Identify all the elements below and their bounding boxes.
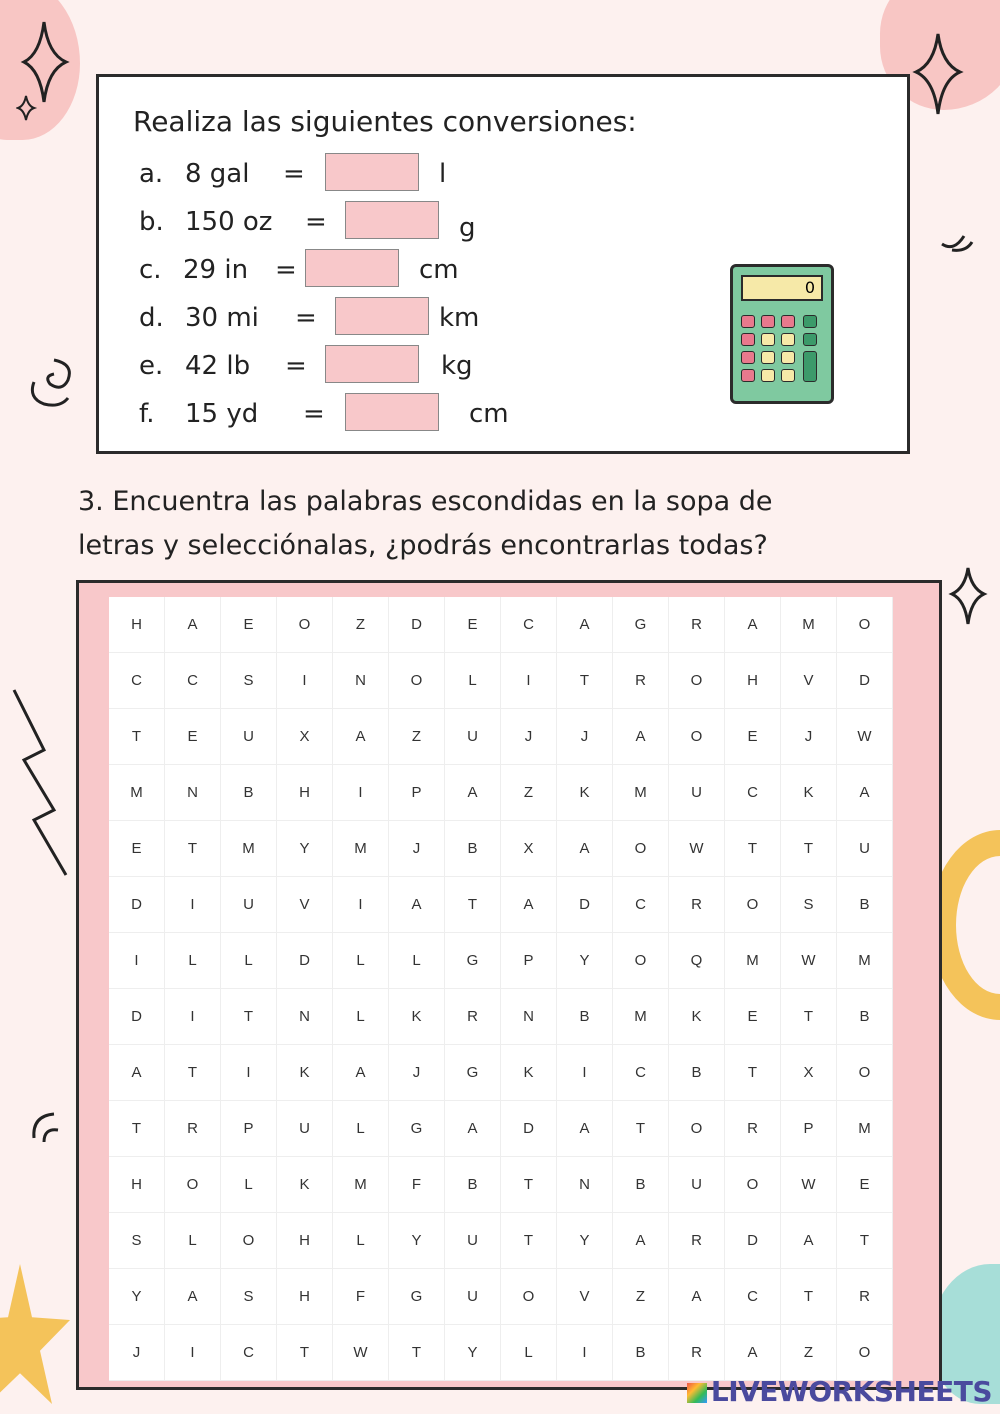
- letter-cell[interactable]: R: [837, 1269, 893, 1325]
- calculator-key: [781, 315, 795, 328]
- letter-cell[interactable]: A: [333, 709, 389, 765]
- letter-cell[interactable]: J: [501, 709, 557, 765]
- letter-cell[interactable]: O: [837, 1325, 893, 1381]
- letter-cell[interactable]: C: [613, 1045, 669, 1101]
- letter-cell[interactable]: O: [165, 1157, 221, 1213]
- letter-cell[interactable]: U: [669, 765, 725, 821]
- letter-cell[interactable]: B: [613, 1325, 669, 1381]
- calculator-key: [761, 333, 775, 346]
- letter-cell[interactable]: A: [613, 709, 669, 765]
- row-unit: l: [439, 159, 447, 189]
- letter-cell[interactable]: T: [725, 1045, 781, 1101]
- letter-cell[interactable]: P: [501, 933, 557, 989]
- row-unit: kg: [441, 351, 473, 381]
- letter-cell[interactable]: A: [389, 877, 445, 933]
- yellow-star-decoration: [0, 1264, 70, 1404]
- letter-cell[interactable]: U: [445, 1269, 501, 1325]
- letter-cell[interactable]: Y: [557, 1213, 613, 1269]
- answer-input[interactable]: [345, 201, 439, 239]
- letter-cell[interactable]: O: [221, 1213, 277, 1269]
- equals-sign: =: [285, 351, 307, 381]
- letter-cell[interactable]: C: [221, 1325, 277, 1381]
- letter-cell[interactable]: P: [389, 765, 445, 821]
- conversions-title: Realiza las siguientes conversiones:: [133, 105, 637, 138]
- letter-cell[interactable]: T: [445, 877, 501, 933]
- letter-cell[interactable]: U: [277, 1101, 333, 1157]
- zigzag-decoration: [4, 680, 74, 880]
- letter-cell[interactable]: R: [165, 1101, 221, 1157]
- letter-cell[interactable]: O: [837, 597, 893, 653]
- answer-input[interactable]: [305, 249, 399, 287]
- letter-cell[interactable]: G: [445, 1045, 501, 1101]
- letter-cell[interactable]: U: [445, 1213, 501, 1269]
- letter-cell[interactable]: N: [277, 989, 333, 1045]
- letter-cell[interactable]: E: [725, 989, 781, 1045]
- letter-cell[interactable]: M: [613, 765, 669, 821]
- letter-cell[interactable]: I: [501, 653, 557, 709]
- letter-cell[interactable]: H: [277, 765, 333, 821]
- swoosh-decoration: [22, 1108, 62, 1144]
- letter-cell[interactable]: L: [501, 1325, 557, 1381]
- letter-cell[interactable]: K: [781, 765, 837, 821]
- letter-cell[interactable]: D: [389, 597, 445, 653]
- letter-cell[interactable]: A: [501, 877, 557, 933]
- letter-cell[interactable]: G: [445, 933, 501, 989]
- row-expression: 29 in: [183, 255, 249, 285]
- letter-cell[interactable]: Y: [277, 821, 333, 877]
- letter-cell[interactable]: T: [109, 1101, 165, 1157]
- letter-cell[interactable]: B: [557, 989, 613, 1045]
- word-search-instructions: [78, 480, 878, 568]
- letter-cell[interactable]: Q: [669, 933, 725, 989]
- letter-cell[interactable]: M: [837, 933, 893, 989]
- answer-input[interactable]: [335, 297, 429, 335]
- letter-cell[interactable]: L: [333, 1213, 389, 1269]
- letter-cell[interactable]: A: [837, 765, 893, 821]
- letter-cell[interactable]: G: [389, 1101, 445, 1157]
- letter-cell[interactable]: A: [333, 1045, 389, 1101]
- letter-cell[interactable]: M: [333, 821, 389, 877]
- letter-cell[interactable]: K: [557, 765, 613, 821]
- calculator-key: [741, 333, 755, 346]
- letter-cell[interactable]: J: [109, 1325, 165, 1381]
- row-unit: cm: [419, 255, 459, 285]
- letter-cell[interactable]: I: [333, 877, 389, 933]
- letter-cell[interactable]: W: [333, 1325, 389, 1381]
- letter-cell[interactable]: N: [333, 653, 389, 709]
- liveworksheets-logo: [687, 1375, 992, 1408]
- letter-cell[interactable]: R: [445, 989, 501, 1045]
- letter-cell[interactable]: A: [557, 597, 613, 653]
- calculator-key: [761, 369, 775, 382]
- letter-cell[interactable]: O: [837, 1045, 893, 1101]
- letter-cell[interactable]: M: [725, 933, 781, 989]
- letter-cell[interactable]: T: [613, 1101, 669, 1157]
- word-search-grid[interactable]: [109, 597, 893, 1381]
- letter-cell[interactable]: K: [501, 1045, 557, 1101]
- letter-cell[interactable]: D: [109, 877, 165, 933]
- letter-cell[interactable]: U: [221, 877, 277, 933]
- letter-cell[interactable]: M: [781, 597, 837, 653]
- row-expression: 42 lb: [185, 351, 251, 381]
- calculator-key: [803, 333, 817, 346]
- calculator-key: [781, 351, 795, 364]
- letter-cell[interactable]: D: [725, 1213, 781, 1269]
- letter-cell[interactable]: W: [781, 1157, 837, 1213]
- letter-cell[interactable]: D: [557, 877, 613, 933]
- letter-cell[interactable]: L: [221, 1157, 277, 1213]
- letter-cell[interactable]: B: [613, 1157, 669, 1213]
- letter-cell[interactable]: B: [669, 1045, 725, 1101]
- row-letter: d.: [139, 303, 164, 333]
- letter-cell[interactable]: M: [333, 1157, 389, 1213]
- letter-cell[interactable]: A: [557, 821, 613, 877]
- letter-cell[interactable]: V: [781, 653, 837, 709]
- letter-cell[interactable]: Y: [109, 1269, 165, 1325]
- letter-cell[interactable]: H: [277, 1213, 333, 1269]
- letter-cell[interactable]: A: [445, 765, 501, 821]
- calculator-screen: 0: [741, 275, 823, 301]
- letter-cell[interactable]: S: [221, 653, 277, 709]
- letter-cell[interactable]: A: [669, 1269, 725, 1325]
- row-letter: b.: [139, 207, 164, 237]
- letter-cell[interactable]: O: [613, 933, 669, 989]
- letter-cell[interactable]: M: [837, 1101, 893, 1157]
- word-search-frame: [76, 580, 942, 1390]
- letter-cell[interactable]: C: [725, 765, 781, 821]
- instructions-line: 3. Encuentra las palabras escondidas en la sopa de: [78, 486, 773, 517]
- letter-cell[interactable]: R: [669, 597, 725, 653]
- letter-cell[interactable]: A: [557, 1101, 613, 1157]
- letter-cell[interactable]: L: [333, 933, 389, 989]
- calculator-key: [741, 351, 755, 364]
- letter-cell[interactable]: I: [333, 765, 389, 821]
- letter-cell[interactable]: A: [725, 597, 781, 653]
- letter-cell[interactable]: L: [221, 933, 277, 989]
- letter-cell[interactable]: J: [389, 821, 445, 877]
- letter-cell[interactable]: U: [221, 709, 277, 765]
- letter-cell[interactable]: T: [165, 1045, 221, 1101]
- calculator-key: [803, 315, 817, 328]
- letter-cell[interactable]: H: [725, 653, 781, 709]
- letter-cell[interactable]: G: [613, 597, 669, 653]
- equals-sign: =: [275, 255, 297, 285]
- row-unit: cm: [469, 399, 509, 429]
- letter-cell[interactable]: O: [669, 653, 725, 709]
- letter-cell[interactable]: E: [837, 1157, 893, 1213]
- letter-cell[interactable]: L: [165, 1213, 221, 1269]
- letter-cell[interactable]: I: [277, 653, 333, 709]
- letter-cell[interactable]: E: [445, 597, 501, 653]
- letter-cell[interactable]: C: [109, 653, 165, 709]
- letter-cell[interactable]: A: [725, 1325, 781, 1381]
- letter-cell[interactable]: A: [165, 1269, 221, 1325]
- letter-cell[interactable]: O: [725, 1157, 781, 1213]
- letter-cell[interactable]: R: [669, 1213, 725, 1269]
- row-letter: a.: [139, 159, 164, 189]
- letter-cell[interactable]: T: [501, 1213, 557, 1269]
- letter-cell[interactable]: H: [109, 597, 165, 653]
- answer-input[interactable]: [325, 345, 419, 383]
- letter-cell[interactable]: O: [669, 1101, 725, 1157]
- letter-cell[interactable]: A: [445, 1101, 501, 1157]
- letter-cell[interactable]: O: [669, 709, 725, 765]
- letter-cell[interactable]: I: [165, 1325, 221, 1381]
- letter-cell[interactable]: T: [501, 1157, 557, 1213]
- letter-cell[interactable]: Z: [613, 1269, 669, 1325]
- letter-cell[interactable]: Y: [389, 1213, 445, 1269]
- letter-cell[interactable]: U: [445, 709, 501, 765]
- sparkle-icon: [948, 564, 988, 628]
- calculator-key: [741, 315, 755, 328]
- equals-sign: =: [305, 207, 327, 237]
- letter-cell[interactable]: M: [221, 821, 277, 877]
- letter-cell[interactable]: L: [333, 989, 389, 1045]
- row-letter: c.: [139, 255, 162, 285]
- letter-cell[interactable]: O: [277, 597, 333, 653]
- letter-cell[interactable]: R: [669, 1325, 725, 1381]
- letter-cell[interactable]: E: [165, 709, 221, 765]
- letter-cell[interactable]: T: [781, 989, 837, 1045]
- letter-cell[interactable]: D: [501, 1101, 557, 1157]
- letter-cell[interactable]: O: [501, 1269, 557, 1325]
- letter-cell[interactable]: Z: [333, 597, 389, 653]
- letter-cell[interactable]: W: [837, 709, 893, 765]
- letter-cell[interactable]: U: [837, 821, 893, 877]
- letter-cell[interactable]: T: [109, 709, 165, 765]
- letter-cell[interactable]: S: [781, 877, 837, 933]
- letter-cell[interactable]: I: [109, 933, 165, 989]
- letter-cell[interactable]: E: [725, 709, 781, 765]
- letter-cell[interactable]: B: [221, 765, 277, 821]
- equals-sign: =: [303, 399, 325, 429]
- row-expression: 150 oz: [185, 207, 273, 237]
- letter-cell[interactable]: V: [277, 877, 333, 933]
- calculator-key: [741, 369, 755, 382]
- letter-cell[interactable]: D: [109, 989, 165, 1045]
- letter-cell[interactable]: X: [781, 1045, 837, 1101]
- letter-cell[interactable]: T: [221, 989, 277, 1045]
- calculator-key: [761, 351, 775, 364]
- calculator-icon: [730, 264, 834, 404]
- letter-cell[interactable]: K: [669, 989, 725, 1045]
- letter-cell[interactable]: T: [837, 1213, 893, 1269]
- letter-cell[interactable]: A: [613, 1213, 669, 1269]
- row-letter: f.: [139, 399, 155, 429]
- letter-cell[interactable]: M: [613, 989, 669, 1045]
- letter-cell[interactable]: I: [221, 1045, 277, 1101]
- swoosh-decoration: [938, 222, 978, 258]
- letter-cell[interactable]: Y: [557, 933, 613, 989]
- letter-cell[interactable]: S: [109, 1213, 165, 1269]
- letter-cell[interactable]: C: [501, 597, 557, 653]
- letter-cell[interactable]: K: [277, 1045, 333, 1101]
- letter-cell[interactable]: J: [389, 1045, 445, 1101]
- letter-cell[interactable]: I: [557, 1325, 613, 1381]
- calculator-key: [761, 315, 775, 328]
- letter-cell[interactable]: K: [389, 989, 445, 1045]
- letter-cell[interactable]: T: [277, 1325, 333, 1381]
- letter-cell[interactable]: P: [221, 1101, 277, 1157]
- letter-cell[interactable]: L: [389, 933, 445, 989]
- letter-cell[interactable]: A: [781, 1213, 837, 1269]
- brand-name: LIVEWORKSHEETS: [710, 1375, 992, 1408]
- letter-cell[interactable]: H: [277, 1269, 333, 1325]
- letter-cell[interactable]: W: [781, 933, 837, 989]
- letter-cell[interactable]: R: [613, 653, 669, 709]
- letter-cell[interactable]: L: [165, 933, 221, 989]
- row-unit: km: [439, 303, 480, 333]
- row-letter: e.: [139, 351, 164, 381]
- letter-cell[interactable]: Z: [389, 709, 445, 765]
- letter-cell[interactable]: L: [445, 653, 501, 709]
- row-expression: 15 yd: [185, 399, 259, 429]
- letter-cell[interactable]: B: [837, 989, 893, 1045]
- letter-cell[interactable]: G: [389, 1269, 445, 1325]
- letter-cell[interactable]: J: [781, 709, 837, 765]
- letter-cell[interactable]: R: [669, 877, 725, 933]
- row-expression: 8 gal: [185, 159, 250, 189]
- letter-cell[interactable]: O: [613, 821, 669, 877]
- letter-cell[interactable]: J: [557, 709, 613, 765]
- row-unit: g: [459, 213, 476, 243]
- letter-cell[interactable]: B: [837, 877, 893, 933]
- letter-cell[interactable]: Z: [781, 1325, 837, 1381]
- letter-cell[interactable]: Z: [501, 765, 557, 821]
- swirl-decoration: [24, 352, 80, 412]
- letter-cell[interactable]: D: [837, 653, 893, 709]
- letter-cell[interactable]: W: [669, 821, 725, 877]
- letter-cell[interactable]: T: [389, 1325, 445, 1381]
- letter-cell[interactable]: X: [501, 821, 557, 877]
- letter-cell[interactable]: O: [389, 653, 445, 709]
- letter-cell[interactable]: M: [109, 765, 165, 821]
- letter-cell[interactable]: T: [165, 821, 221, 877]
- letter-cell[interactable]: A: [165, 597, 221, 653]
- letter-cell[interactable]: C: [613, 877, 669, 933]
- letter-cell[interactable]: B: [445, 1157, 501, 1213]
- equals-sign: =: [295, 303, 317, 333]
- instructions-line: letras y selecciónalas, ¿podrás encontrarlas todas?: [78, 530, 768, 561]
- letter-cell[interactable]: T: [781, 821, 837, 877]
- letter-cell[interactable]: N: [501, 989, 557, 1045]
- letter-cell[interactable]: E: [109, 821, 165, 877]
- letter-cell[interactable]: C: [725, 1269, 781, 1325]
- calculator-key: [803, 351, 817, 382]
- letter-cell[interactable]: R: [725, 1101, 781, 1157]
- letter-cell[interactable]: N: [557, 1157, 613, 1213]
- calculator-key: [781, 369, 795, 382]
- letter-cell[interactable]: C: [165, 653, 221, 709]
- sparkle-icon: [910, 30, 970, 120]
- calculator-key: [781, 333, 795, 346]
- letter-cell[interactable]: T: [557, 653, 613, 709]
- letter-cell[interactable]: K: [277, 1157, 333, 1213]
- letter-cell[interactable]: T: [781, 1269, 837, 1325]
- letter-cell[interactable]: A: [109, 1045, 165, 1101]
- letter-cell[interactable]: Y: [445, 1325, 501, 1381]
- letter-cell[interactable]: V: [557, 1269, 613, 1325]
- answer-input[interactable]: [325, 153, 419, 191]
- logo-mark-icon: [687, 1383, 707, 1403]
- letter-cell[interactable]: X: [277, 709, 333, 765]
- letter-cell[interactable]: U: [669, 1157, 725, 1213]
- letter-cell[interactable]: D: [277, 933, 333, 989]
- row-expression: 30 mi: [185, 303, 259, 333]
- letter-cell[interactable]: E: [221, 597, 277, 653]
- letter-cell[interactable]: T: [725, 821, 781, 877]
- letter-cell[interactable]: I: [165, 989, 221, 1045]
- letter-cell[interactable]: N: [165, 765, 221, 821]
- letter-cell[interactable]: F: [389, 1157, 445, 1213]
- letter-cell[interactable]: F: [333, 1269, 389, 1325]
- letter-cell[interactable]: O: [725, 877, 781, 933]
- letter-cell[interactable]: L: [333, 1101, 389, 1157]
- letter-cell[interactable]: P: [781, 1101, 837, 1157]
- sparkle-icon: [16, 14, 76, 124]
- letter-cell[interactable]: S: [221, 1269, 277, 1325]
- letter-cell[interactable]: I: [557, 1045, 613, 1101]
- letter-cell[interactable]: I: [165, 877, 221, 933]
- equals-sign: =: [283, 159, 305, 189]
- answer-input[interactable]: [345, 393, 439, 431]
- letter-cell[interactable]: H: [109, 1157, 165, 1213]
- letter-cell[interactable]: B: [445, 821, 501, 877]
